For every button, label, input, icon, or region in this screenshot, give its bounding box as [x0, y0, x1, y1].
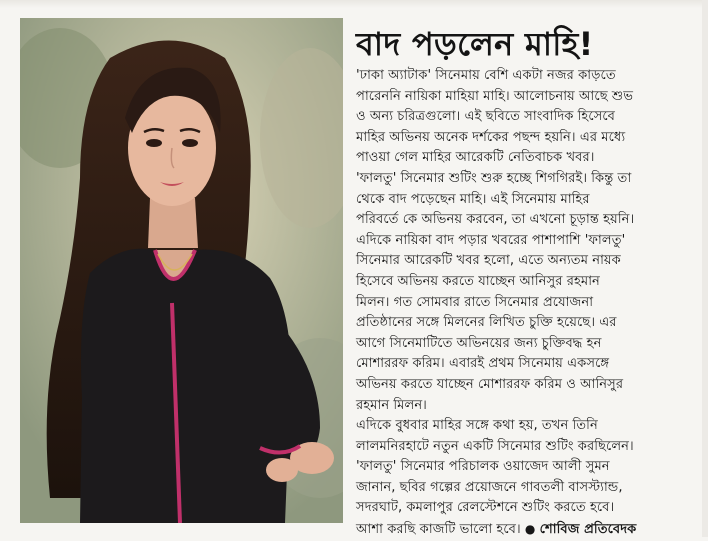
article-line: 'ফালতু' সিনেমার পরিচালক ওয়াজেদ আলী সুমন	[356, 459, 610, 475]
article-line: থেকে বাদ পড়েছেন মাহি। এই সিনেমায় মাহির	[356, 191, 590, 207]
article-line: সদরঘাট, কমলাপুর রেলস্টেশনে শুটিং করতে হবে।	[356, 500, 615, 516]
article-closing-text: আশা করছি কাজটি ভালো হবে।	[356, 522, 521, 538]
article-line: আগে সিনেমাটিতে অভিনয়ের জন্য চুক্তিবদ্ধ হন	[356, 335, 602, 351]
bullet-icon: ●	[524, 522, 536, 537]
article-line: অভিনয় করতে যাচ্ছেন মোশাররফ করিম ও আনিসুর	[356, 376, 624, 392]
actress-photo	[20, 18, 343, 523]
article-line: পারেননি নায়িকা মাহিয়া মাহি। আলোচনায় আছে শুভ	[356, 88, 634, 104]
article-line: এদিকে বুধবার মাহির সঙ্গে কথা হয়, তখন তিনি	[356, 418, 598, 434]
article-line: জানান, ছবির গল্পের প্রয়োজনে গাবতলী বাসস্ট্যান্ড,	[356, 479, 623, 495]
article-line: পরিবর্তে কে অভিনয় করবেন, তা এখনো চূড়ান্ত হয়নি।	[356, 212, 635, 228]
article-line: পাওয়া গেল মাহির আরেকটি নেতিবাচক খবর।	[356, 150, 595, 166]
article-line: রহমান মিলন।	[356, 397, 427, 413]
page-top-strip	[0, 0, 708, 8]
page-right-edge	[702, 0, 708, 537]
actress-illustration	[20, 18, 343, 523]
article-headline: বাদ পড়লেন মাহি!	[356, 25, 594, 63]
article-line: হিসেবে অভিনয় করতে যাচ্ছেন আনিসুর রহমান	[356, 273, 600, 289]
article-last-line	[356, 519, 700, 541]
article-line: মাহির অভিনয় অনেক দর্শকের পছন্দ হয়নি। এর মধ্যে	[356, 129, 626, 145]
article-line: মিলন। গত সোমবার রাতে সিনেমার প্রযোজনা	[356, 294, 594, 310]
article-line: এদিকে নায়িকা বাদ পড়ার খবরের পাশাপাশি 'ফালতু'	[356, 232, 626, 248]
article-line: প্রতিষ্ঠানের সঙ্গে মিলনের লিখিত চুক্তি হয়েছে। এর	[356, 315, 617, 331]
article-byline: শোবিজ প্রতিবেদক	[539, 522, 637, 538]
article-line: 'ফালতু' সিনেমার শুটিং শুরু হচ্ছে শিগগিরই। কিন্তু তা	[356, 170, 632, 186]
article-line: 'ঢাকা অ্যাটাক' সিনেমায় বেশি একটা নজর কাড়তে	[356, 68, 616, 83]
article-line: মোশাররফ করিম। এবারই প্রথম সিনেমায় একসঙ্গে	[356, 356, 610, 372]
article-line: সিনেমার আরেকটি খবর হলো, এতে অন্যতম নায়ক	[356, 253, 621, 269]
article-line: লালমনিরহাটে নতুন একটি সিনেমার শুটিং করছিলেন।	[356, 438, 634, 454]
article-body	[356, 66, 700, 541]
article-line: ও অন্য চরিত্রগুলো। এই ছবিতে সাংবাদিক হিসেবে	[356, 109, 616, 125]
